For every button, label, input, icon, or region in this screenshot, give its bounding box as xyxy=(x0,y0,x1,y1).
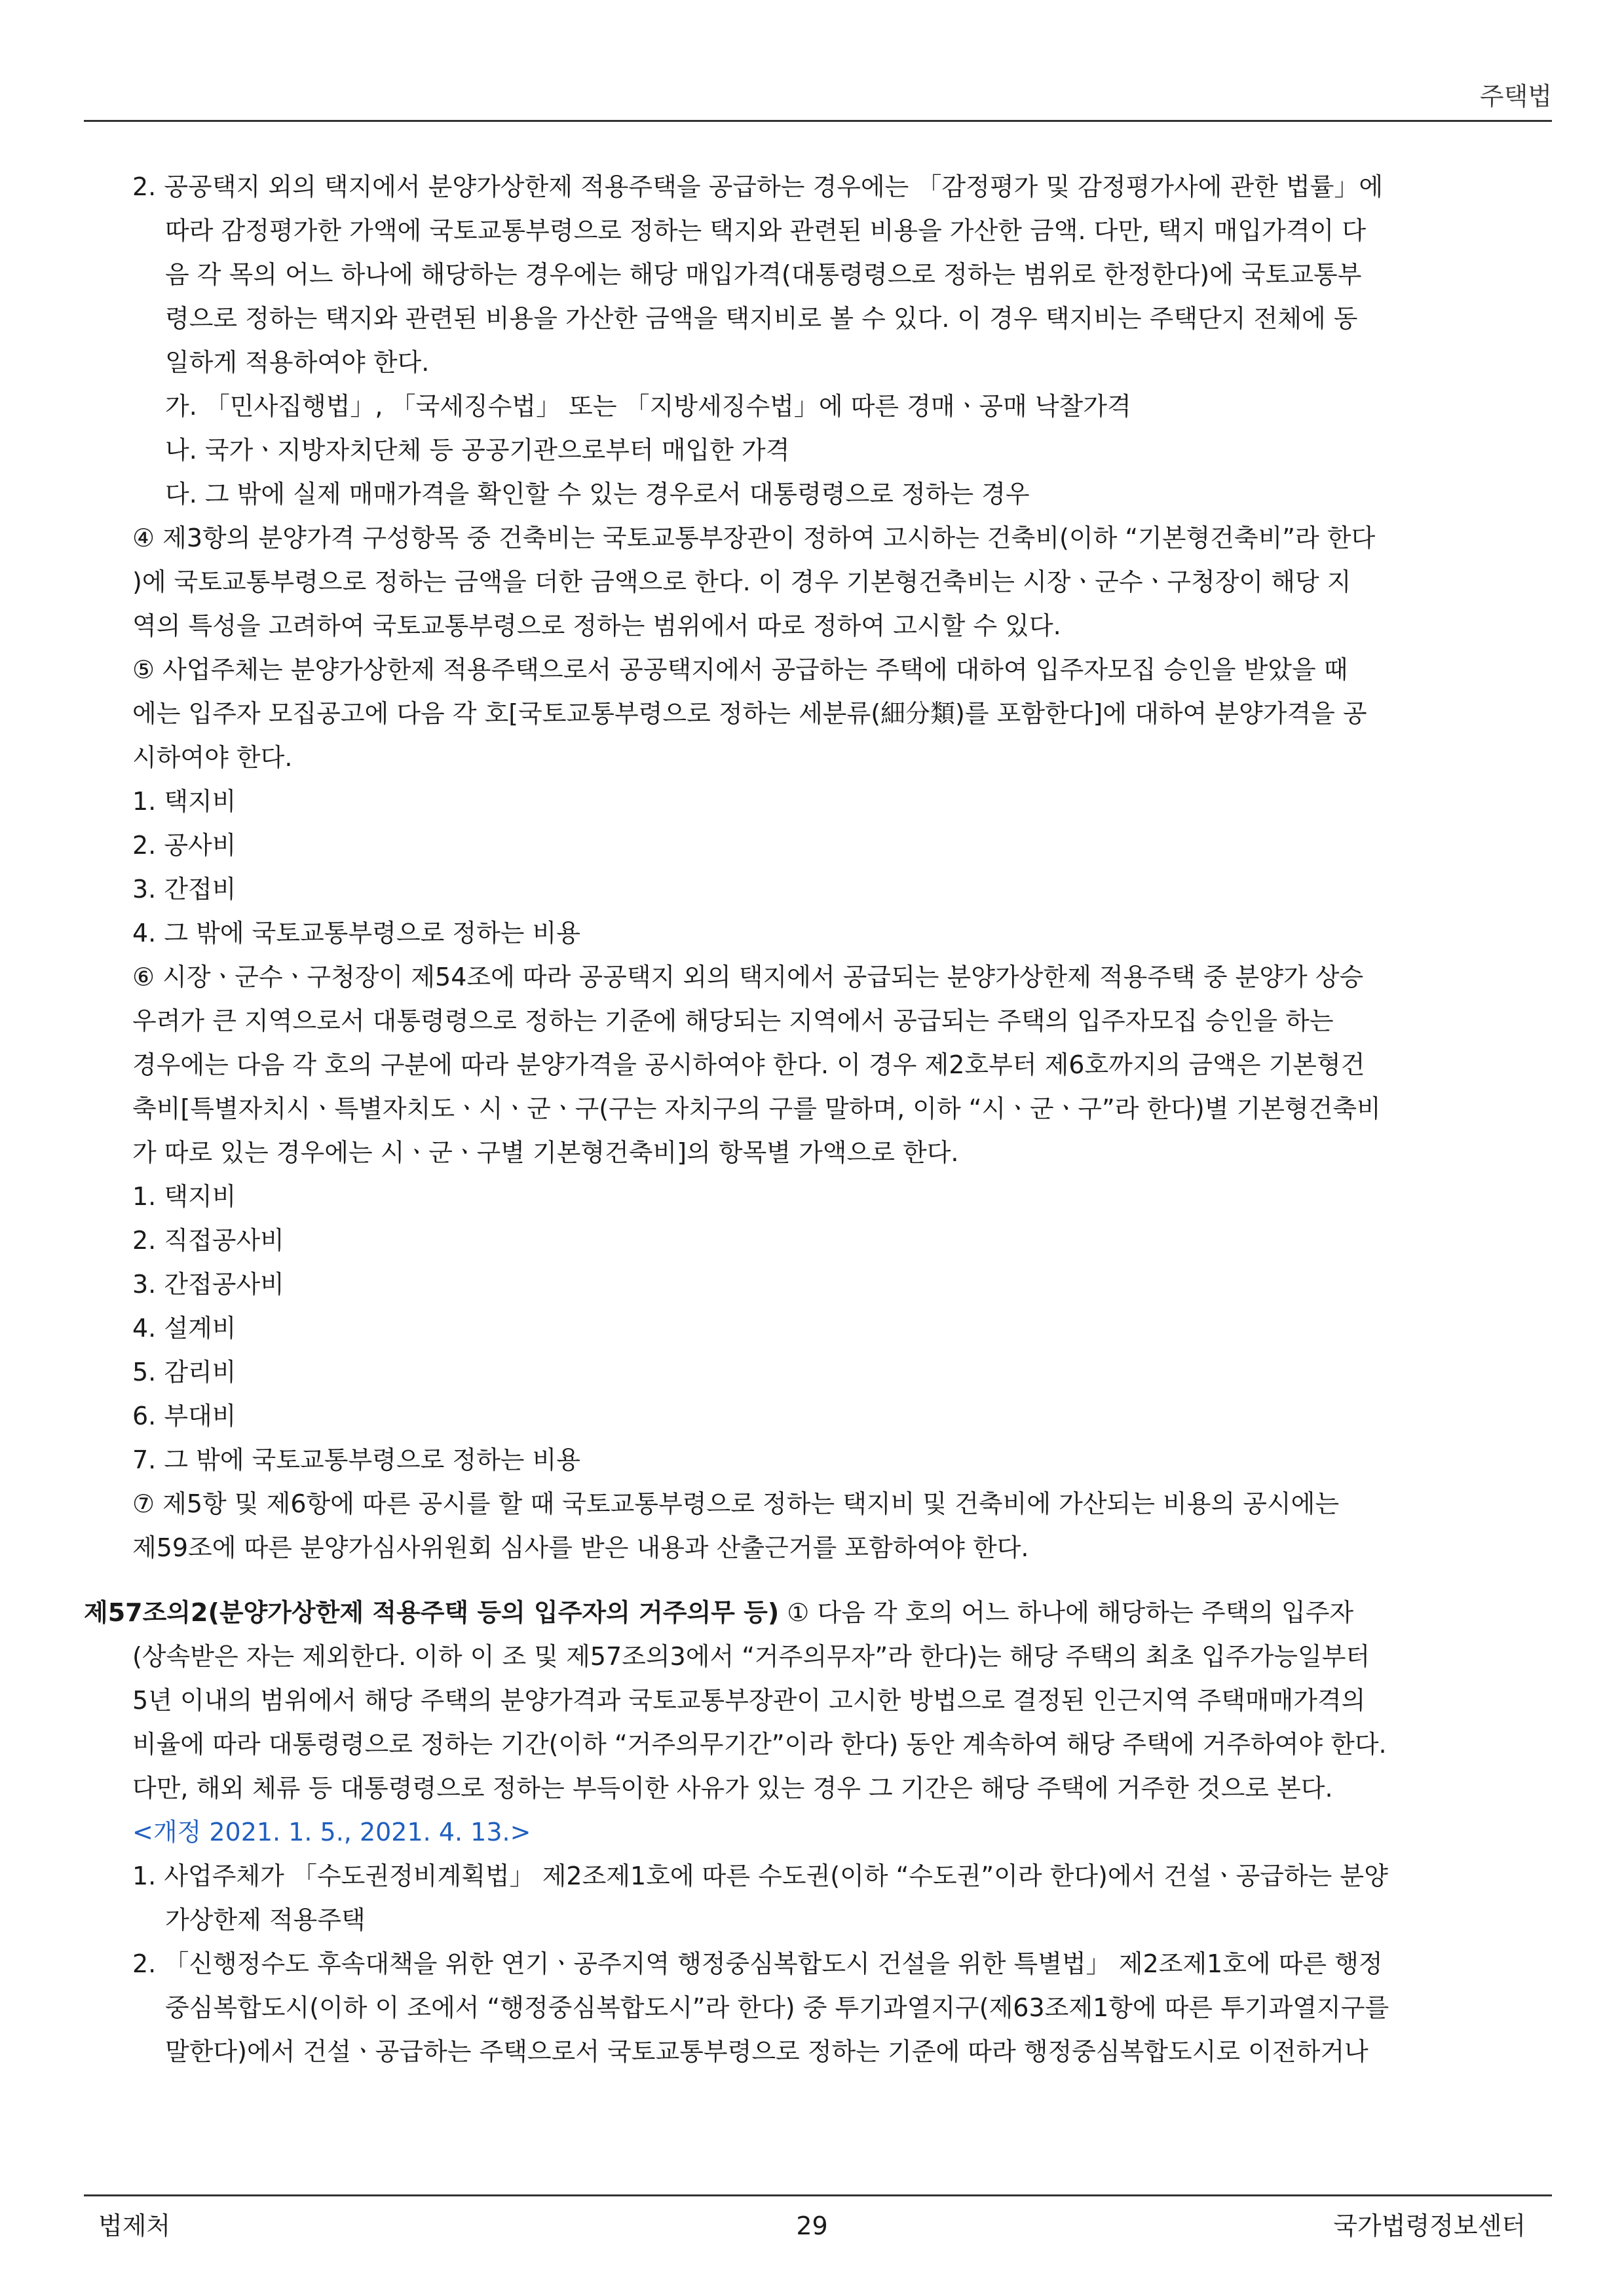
body-line xyxy=(84,692,1552,736)
line-text: 경우에는 다음 각 호의 구분에 따라 분양가격을 공시하여야 한다. 이 경우 제2호부터 제6호까지의 금액은 기본형건 xyxy=(132,1050,1365,1079)
body-line xyxy=(84,1898,1552,1942)
line-text: 비율에 따라 대통령령으로 정하는 기간(이하 “거주의무기간”이라 한다) 동안 계속하여 해당 주택에 거주하여야 한다. xyxy=(132,1730,1387,1759)
body-line xyxy=(84,1175,1552,1219)
line-text: 3. 간접공사비 xyxy=(132,1270,284,1299)
body-line xyxy=(84,1131,1552,1175)
body-line xyxy=(84,516,1552,560)
footer-rule xyxy=(84,2194,1552,2196)
body-line xyxy=(84,1986,1552,2030)
line-text: 1. 택지비 xyxy=(132,1182,236,1211)
line-text: 다. 그 밖에 실제 매매가격을 확인할 수 있는 경우로서 대통령령으로 정하는 경우 xyxy=(165,480,1030,508)
body-line xyxy=(84,1482,1552,1526)
body-line xyxy=(84,1087,1552,1131)
line-text: 역의 특성을 고려하여 국토교통부령으로 정하는 범위에서 따로 정하여 고시할 수 있다. xyxy=(132,611,1061,640)
body-line xyxy=(84,1635,1552,1679)
line-text: 우려가 큰 지역으로서 대통령령으로 정하는 기준에 해당되는 지역에서 공급되는 주택의 입주자모집 승인을 하는 xyxy=(132,1006,1334,1035)
body-line xyxy=(84,297,1552,341)
body-line xyxy=(84,1438,1552,1482)
line-text: 5. 감리비 xyxy=(132,1358,236,1387)
line-text: 나. 국가ㆍ지방자치단체 등 공공기관으로부터 매입한 가격 xyxy=(165,436,790,465)
line-text: 에는 입주자 모집공고에 다음 각 호[국토교통부령으로 정하는 세분류(細分類)를 포함한다]에 대하여 분양가격을 공 xyxy=(132,699,1367,728)
document-body xyxy=(84,165,1552,2074)
body-line xyxy=(84,736,1552,780)
line-text: 제59조에 따른 분양가심사위원회 심사를 받은 내용과 산출근거를 포함하여야 한다. xyxy=(132,1533,1029,1562)
line-text: 1. 사업주체가 「수도권정비계획법」 제2조제1호에 따른 수도권(이하 “수도권”이라 한다)에서 건설ㆍ공급하는 분양 xyxy=(132,1862,1388,1890)
line-text: 령으로 정하는 택지와 관련된 비용을 가산한 금액을 택지비로 볼 수 있다. 이 경우 택지비는 주택단지 전체에 동 xyxy=(165,304,1358,333)
body-line xyxy=(84,1767,1552,1810)
line-text: 따라 감정평가한 가액에 국토교통부령으로 정하는 택지와 관련된 비용을 가산한 금액. 다만, 택지 매입가격이 다 xyxy=(165,216,1367,245)
body-line xyxy=(84,999,1552,1043)
body-line xyxy=(84,1219,1552,1263)
body-line xyxy=(84,1810,1552,1854)
line-text: 6. 부대비 xyxy=(132,1402,236,1430)
body-line xyxy=(84,385,1552,429)
line-text: ⑥ 시장ㆍ군수ㆍ구청장이 제54조에 따라 공공택지 외의 택지에서 공급되는 분양가상한제 적용주택 중 분양가 상승 xyxy=(132,963,1364,991)
line-text: 2. 「신행정수도 후속대책을 위한 연기ㆍ공주지역 행정중심복합도시 건설을 위한 특별법」 제2조제1호에 따른 행정 xyxy=(132,1949,1383,1978)
body-line xyxy=(84,604,1552,648)
body-line xyxy=(84,868,1552,911)
body-line xyxy=(84,165,1552,209)
line-text: 중심복합도시(이하 이 조에서 “행정중심복합도시”라 한다) 중 투기과열지구(제63조제1항에 따른 투기과열지구를 xyxy=(165,1993,1389,2022)
line-text: ④ 제3항의 분양가격 구성항목 중 건축비는 국토교통부장관이 정하여 고시하는 건축비(이하 “기본형건축비”라 한다 xyxy=(132,524,1376,552)
line-text: 2. 직접공사비 xyxy=(132,1226,284,1255)
line-text: ⑦ 제5항 및 제6항에 따른 공시를 할 때 국토교통부령으로 정하는 택지비 및 건축비에 가산되는 비용의 공시에는 xyxy=(132,1489,1340,1518)
line-text: 축비[특별자치시ㆍ특별자치도ㆍ시ㆍ군ㆍ구(구는 자치구의 구를 말하며, 이하 “시ㆍ군ㆍ구”라 한다)별 기본형건축비 xyxy=(132,1094,1381,1123)
line-text: 3. 간접비 xyxy=(132,875,236,904)
body-line xyxy=(84,209,1552,253)
body-line xyxy=(84,1307,1552,1350)
article-separator xyxy=(84,1570,1552,1591)
line-text: 5년 이내의 범위에서 해당 주택의 분양가격과 국토교통부장관이 고시한 방법으로 결정된 인근지역 주택매매가격의 xyxy=(132,1686,1366,1715)
line-text: )에 국토교통부령으로 정하는 금액을 더한 금액으로 한다. 이 경우 기본형건축비는 시장ㆍ군수ㆍ구청장이 해당 지 xyxy=(132,567,1351,596)
line-text: 시하여야 한다. xyxy=(132,743,293,772)
header-title: 주택법 xyxy=(1479,82,1552,111)
body-line xyxy=(84,1263,1552,1307)
body-line xyxy=(84,1350,1552,1394)
body-line xyxy=(84,253,1552,297)
line-text: 가상한제 적용주택 xyxy=(165,1905,366,1934)
line-text: ⑤ 사업주체는 분양가상한제 적용주택으로서 공공택지에서 공급하는 주택에 대하여 입주자모집 승인을 받았을 때 xyxy=(132,655,1348,684)
body-line xyxy=(84,1526,1552,1570)
body-line xyxy=(84,824,1552,868)
body-line xyxy=(84,472,1552,516)
line-text: 말한다)에서 건설ㆍ공급하는 주택으로서 국토교통부령으로 정하는 기준에 따라 행정중심복합도시로 이전하거나 xyxy=(165,2037,1369,2066)
header-rule xyxy=(84,120,1552,122)
body-line xyxy=(84,648,1552,692)
line-text: 4. 설계비 xyxy=(132,1314,236,1343)
article-heading: 제57조의2(분양가상한제 적용주택 등의 입주자의 거주의무 등) xyxy=(84,1598,780,1627)
line-text: 일하게 적용하여야 한다. xyxy=(165,348,430,377)
body-line xyxy=(84,1394,1552,1438)
line-text: 2. 공공택지 외의 택지에서 분양가상한제 적용주택을 공급하는 경우에는 「감정평가 및 감정평가사에 관한 법률」에 xyxy=(132,172,1384,201)
line-text: 가. 「민사집행법」, 「국세징수법」 또는 「지방세징수법」에 따른 경매ㆍ공매 낙찰가격 xyxy=(165,392,1131,421)
line-text: 2. 공사비 xyxy=(132,831,236,860)
line-text: 7. 그 밖에 국토교통부령으로 정하는 비용 xyxy=(132,1445,580,1474)
page-number: 29 xyxy=(796,2211,828,2240)
footer-source: 국가법령정보센터 xyxy=(1333,2211,1526,2240)
body-line xyxy=(84,1591,1552,1635)
body-line xyxy=(84,1043,1552,1087)
body-line xyxy=(84,911,1552,955)
body-line xyxy=(84,1942,1552,1986)
body-line xyxy=(84,2030,1552,2074)
amendment-note: <개정 2021. 1. 5., 2021. 4. 13.> xyxy=(132,1818,531,1846)
line-text: 가 따로 있는 경우에는 시ㆍ군ㆍ구별 기본형건축비]의 항목별 가액으로 한다. xyxy=(132,1138,959,1167)
line-text: (상속받은 자는 제외한다. 이하 이 조 및 제57조의3에서 “거주의무자”라 한다)는 해당 주택의 최초 입주가능일부터 xyxy=(132,1642,1370,1671)
line-text: 4. 그 밖에 국토교통부령으로 정하는 비용 xyxy=(132,919,580,947)
body-line xyxy=(84,1679,1552,1723)
footer-publisher: 법제처 xyxy=(98,2211,171,2240)
line-text: 음 각 목의 어느 하나에 해당하는 경우에는 해당 매입가격(대통령령으로 정하는 범위로 한정한다)에 국토교통부 xyxy=(165,260,1362,289)
line-text: 다만, 해외 체류 등 대통령령으로 정하는 부득이한 사유가 있는 경우 그 기간은 해당 주택에 거주한 것으로 본다. xyxy=(132,1774,1333,1803)
body-line xyxy=(84,429,1552,472)
line-text: ① 다음 각 호의 어느 하나에 해당하는 주택의 입주자 xyxy=(779,1598,1354,1627)
body-line xyxy=(84,1854,1552,1898)
body-line xyxy=(84,955,1552,999)
body-line xyxy=(84,780,1552,824)
body-line xyxy=(84,341,1552,385)
body-line xyxy=(84,560,1552,604)
body-line xyxy=(84,1723,1552,1767)
line-text: 1. 택지비 xyxy=(132,787,236,816)
